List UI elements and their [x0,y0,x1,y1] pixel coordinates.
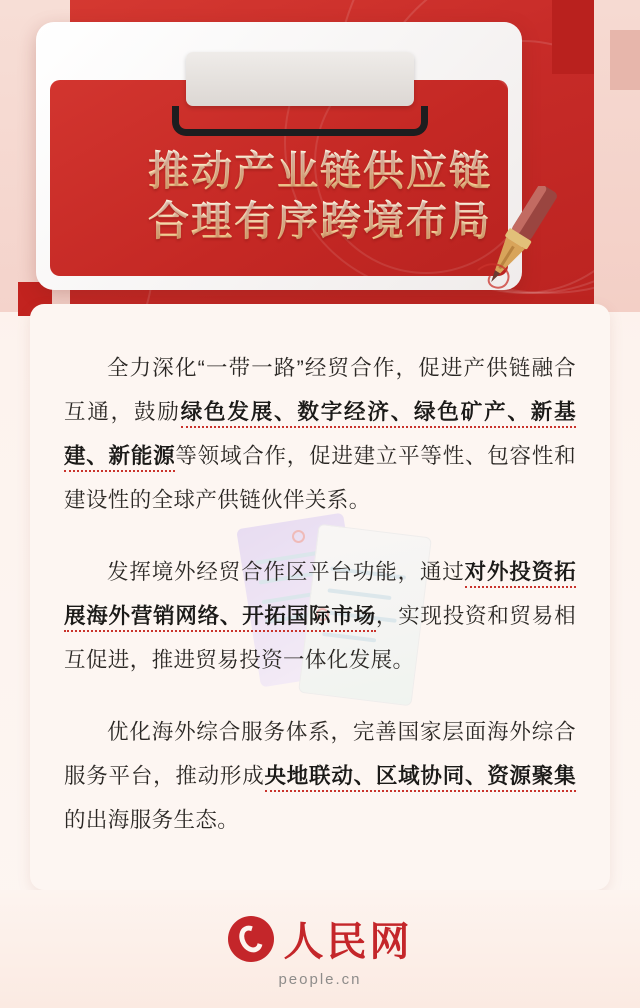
p3-seg-1: 优化海外综合服务体系，完善国家层面海外综合服务平台，推动形成 [64,720,576,788]
fountain-pen-icon [470,186,566,296]
p2-highlight: 对外投资拓展海外营销网络、开拓国际市场 [64,560,576,632]
p2-seg-3: ，实现投资和贸易相互促进，推进贸易投资一体化发展。 [64,604,576,672]
clipboard-clip-arm-icon [172,106,428,136]
content-card [30,304,610,890]
clipboard-clip-icon [186,52,414,106]
article-body [30,304,610,842]
title-line-2: 合理有序跨境布局 [0,196,640,246]
p1-seg-1: 全力深化“一带一路”经贸合作，促进产供链融合互通，鼓励 [64,356,576,424]
logo-mark-icon [228,916,274,962]
right-dark-block [552,0,594,74]
title-line-1: 推动产业链供应链 [0,146,640,196]
right-light-block [610,30,640,90]
paragraph-3 [64,710,576,842]
p3-seg-3: 的出海服务生态。 [64,808,240,832]
footer [0,890,640,1008]
paragraph-2 [64,550,576,682]
p1-highlight: 绿色发展、数字经济、绿色矿产、新基建、新能源 [64,400,576,472]
p3-highlight: 央地联动、区域协同、资源聚集 [265,764,577,792]
p1-seg-3: 等领域合作，促进建立平等性、包容性和建设性的全球产供链伙伴关系。 [64,444,576,512]
logo-brand-cn: 人民网 [283,919,413,964]
logo-brand-en: people.cn [278,971,362,988]
p2-seg-1: 发挥境外经贸合作区平台功能，通过 [107,560,465,584]
paragraph-1 [64,346,576,522]
people-cn-logo-icon [228,910,413,967]
